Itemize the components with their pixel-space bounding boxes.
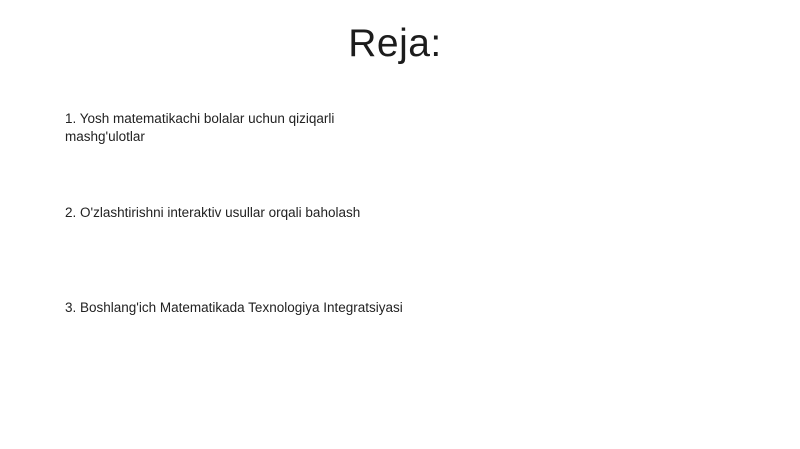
slide-title: Reja: — [348, 22, 442, 65]
plan-item-1: 1. Yosh matematikachi bolalar uchun qiziqarli mashg'ulotlar — [65, 111, 335, 144]
plan-item-2: 2. O'zlashtirishni interaktiv usullar orqali baholash — [65, 205, 361, 220]
plan-item-3: 3. Boshlang'ich Matematikada Texnologiya Integratsiyasi — [65, 300, 403, 315]
